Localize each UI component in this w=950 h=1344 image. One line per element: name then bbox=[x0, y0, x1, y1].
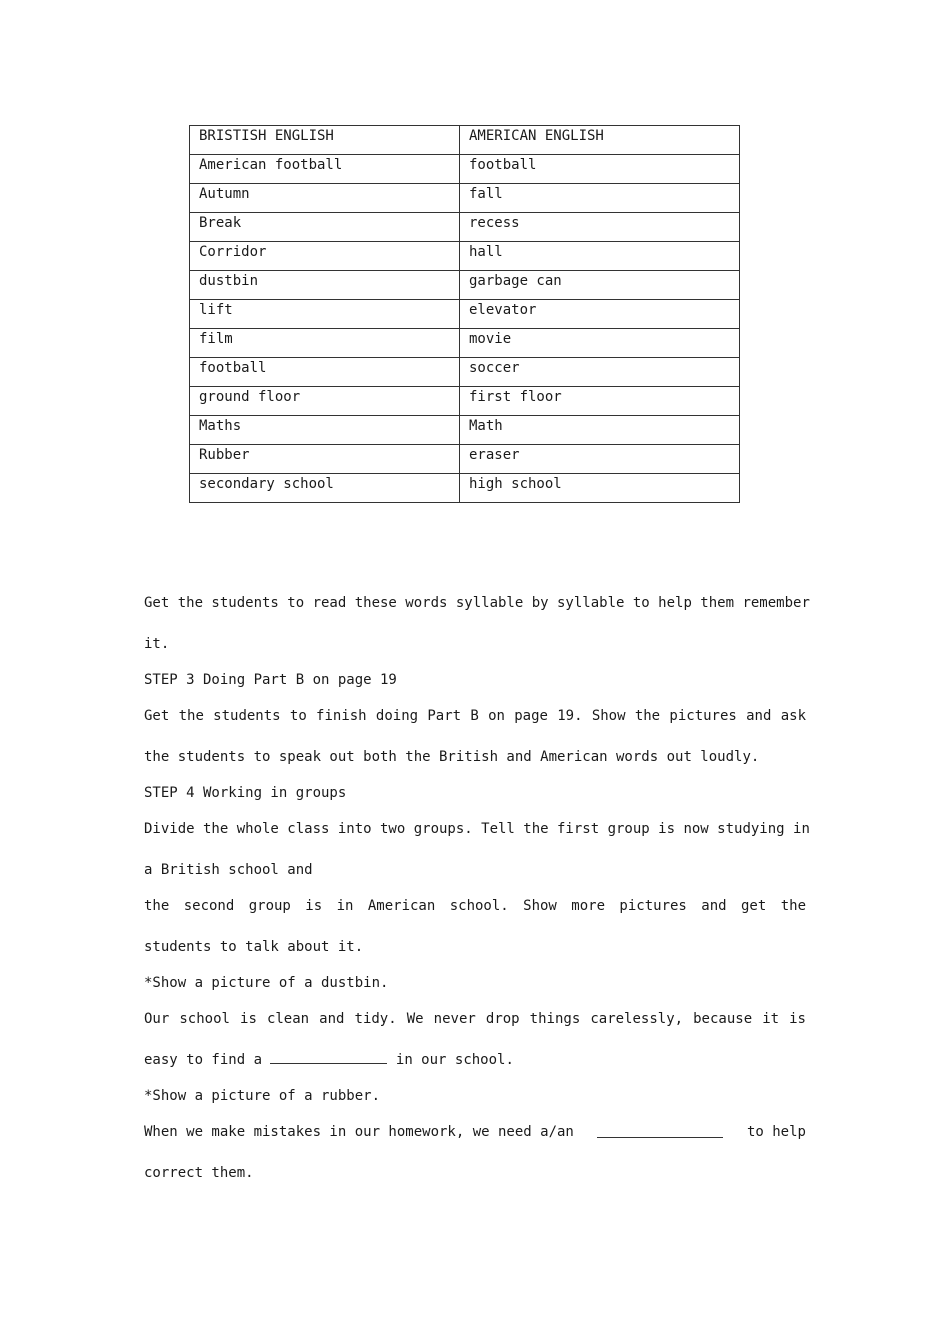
sentence-part-after-blank: to help bbox=[746, 1124, 806, 1140]
british-term-cell: American football bbox=[190, 155, 460, 184]
american-term-cell: high school bbox=[460, 474, 740, 503]
american-term-cell: elevator bbox=[460, 300, 740, 329]
british-term-cell: dustbin bbox=[190, 271, 460, 300]
table-header-row bbox=[190, 126, 740, 155]
british-term-cell: Maths bbox=[190, 416, 460, 445]
table-row bbox=[190, 329, 740, 358]
british-term-cell: Autumn bbox=[190, 184, 460, 213]
vocabulary-table bbox=[189, 125, 740, 503]
paragraph-1-line-1: Get the students to read these words syllable by syllable to help them remember bbox=[144, 595, 810, 611]
table-row bbox=[190, 474, 740, 503]
american-term-cell: hall bbox=[460, 242, 740, 271]
bullet-rubber: *Show a picture of a rubber. bbox=[144, 1088, 381, 1104]
fill-in-blank-1[interactable] bbox=[270, 1051, 387, 1064]
paragraph-2-line-1: Get the students to finish doing Part B on page 19. Show the pictures and ask bbox=[144, 708, 806, 724]
british-term-cell: lift bbox=[190, 300, 460, 329]
table-row bbox=[190, 242, 740, 271]
sentence-part-after-blank: in our school. bbox=[395, 1052, 514, 1068]
paragraph-4-line-2 bbox=[144, 1051, 806, 1069]
paragraph-5-line-1 bbox=[144, 1123, 806, 1141]
table-row bbox=[190, 155, 740, 184]
table-row bbox=[190, 445, 740, 474]
paragraph-4-line-1: Our school is clean and tidy. We never drop things carelessly, because it is bbox=[144, 1011, 806, 1027]
paragraph-3-line-2: a British school and bbox=[144, 862, 313, 878]
paragraph-3-line-1: Divide the whole class into two groups. Tell the first group is now studying in bbox=[144, 821, 810, 837]
american-term-cell: Math bbox=[460, 416, 740, 445]
british-term-cell: Break bbox=[190, 213, 460, 242]
american-term-cell: recess bbox=[460, 213, 740, 242]
british-term-cell: football bbox=[190, 358, 460, 387]
table-row bbox=[190, 271, 740, 300]
sentence-part-before-blank: When we make mistakes in our homework, we need a/an bbox=[144, 1124, 574, 1140]
table-row bbox=[190, 300, 740, 329]
step-4-heading: STEP 4 Working in groups bbox=[144, 785, 347, 801]
paragraph-5-line-2: correct them. bbox=[144, 1165, 254, 1181]
british-term-cell: secondary school bbox=[190, 474, 460, 503]
table-row bbox=[190, 184, 740, 213]
paragraph-1-line-2: it. bbox=[144, 636, 170, 652]
table-row bbox=[190, 213, 740, 242]
american-term-cell: movie bbox=[460, 329, 740, 358]
american-term-cell: first floor bbox=[460, 387, 740, 416]
american-term-cell: football bbox=[460, 155, 740, 184]
sentence-part-before-blank: easy to find a bbox=[144, 1052, 263, 1068]
header-american: AMERICAN ENGLISH bbox=[460, 126, 740, 155]
table-row bbox=[190, 358, 740, 387]
paragraph-3-line-3: the second group is in American school. Show more pictures and get the bbox=[144, 898, 806, 914]
paragraph-3-line-4: students to talk about it. bbox=[144, 939, 364, 955]
header-british: BRISTISH ENGLISH bbox=[190, 126, 460, 155]
british-term-cell: ground floor bbox=[190, 387, 460, 416]
paragraph-2-line-2: the students to speak out both the British and American words out loudly. bbox=[144, 749, 760, 765]
british-term-cell: Rubber bbox=[190, 445, 460, 474]
bullet-dustbin: *Show a picture of a dustbin. bbox=[144, 975, 389, 991]
american-term-cell: fall bbox=[460, 184, 740, 213]
fill-in-blank-2[interactable] bbox=[597, 1125, 723, 1138]
american-term-cell: garbage can bbox=[460, 271, 740, 300]
british-term-cell: film bbox=[190, 329, 460, 358]
table-row bbox=[190, 416, 740, 445]
american-term-cell: soccer bbox=[460, 358, 740, 387]
step-3-heading: STEP 3 Doing Part B on page 19 bbox=[144, 672, 397, 688]
british-term-cell: Corridor bbox=[190, 242, 460, 271]
american-term-cell: eraser bbox=[460, 445, 740, 474]
table-row bbox=[190, 387, 740, 416]
